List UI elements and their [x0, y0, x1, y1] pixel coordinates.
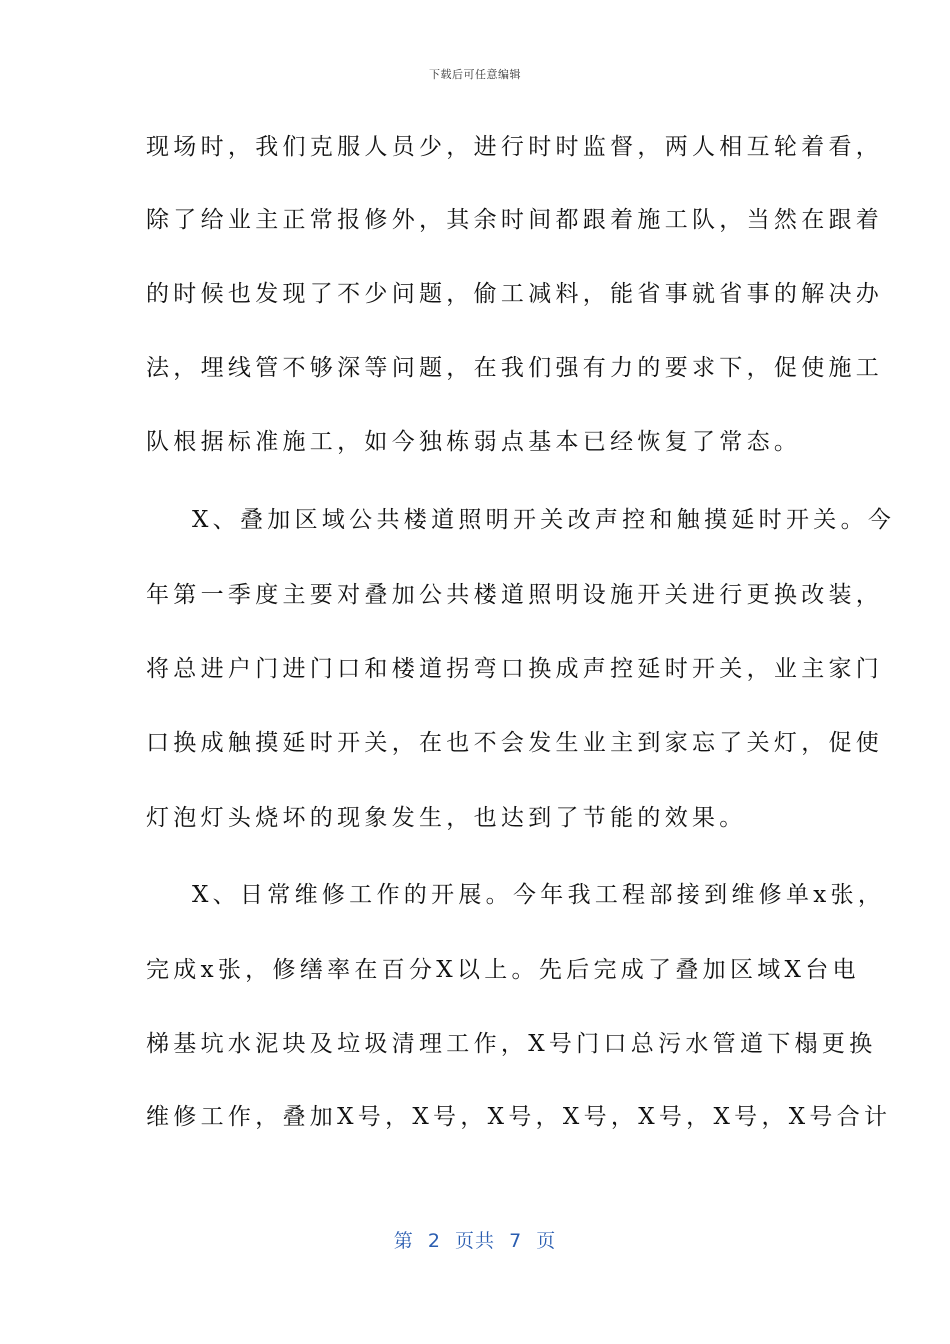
paragraph-line: 现场时，我们克服人员少，进行时时监督，两人相互轮着看， [146, 134, 884, 160]
paragraph-line: 完成x张，修缮率在百分X以上。先后完成了叠加区域X台电 [146, 957, 860, 983]
page-number-footer: 第 2 页共 7 页 [393, 1230, 557, 1252]
paragraph-line: 维修工作，叠加X号，X号，X号，X号，X号，X号，X号合计 [146, 1104, 892, 1130]
paragraph-line: X、叠加区域公共楼道照明开关改声控和触摸延时开关。今 [192, 507, 896, 533]
paragraph-line: 法，埋线管不够深等问题，在我们强有力的要求下，促使施工 [146, 355, 884, 381]
paragraph-line: 梯基坑水泥块及垃圾清理工作，X号门口总污水管道下榻更换 [146, 1031, 877, 1057]
paragraph-line: 的时候也发现了不少问题，偷工减料，能省事就省事的解决办 [146, 281, 884, 307]
paragraph-line: 队根据标准施工，如今独栋弱点基本已经恢复了常态。 [146, 429, 802, 455]
page-header: 下载后可任意编辑 [429, 68, 521, 81]
paragraph-line: 年第一季度主要对叠加公共楼道照明设施开关进行更换改装， [146, 582, 884, 608]
paragraph-line: 口换成触摸延时开关，在也不会发生业主到家忘了关灯，促使 [146, 730, 884, 756]
paragraph-line: 除了给业主正常报修外，其余时间都跟着施工队，当然在跟着 [146, 207, 884, 233]
paragraph-line: 将总进户门进门口和楼道拐弯口换成声控延时开关，业主家门 [146, 656, 884, 682]
paragraph-line: 灯泡灯头烧坏的现象发生，也达到了节能的效果。 [146, 805, 747, 831]
paragraph-line: X、日常维修工作的开展。今年我工程部接到维修单x张， [192, 882, 886, 908]
